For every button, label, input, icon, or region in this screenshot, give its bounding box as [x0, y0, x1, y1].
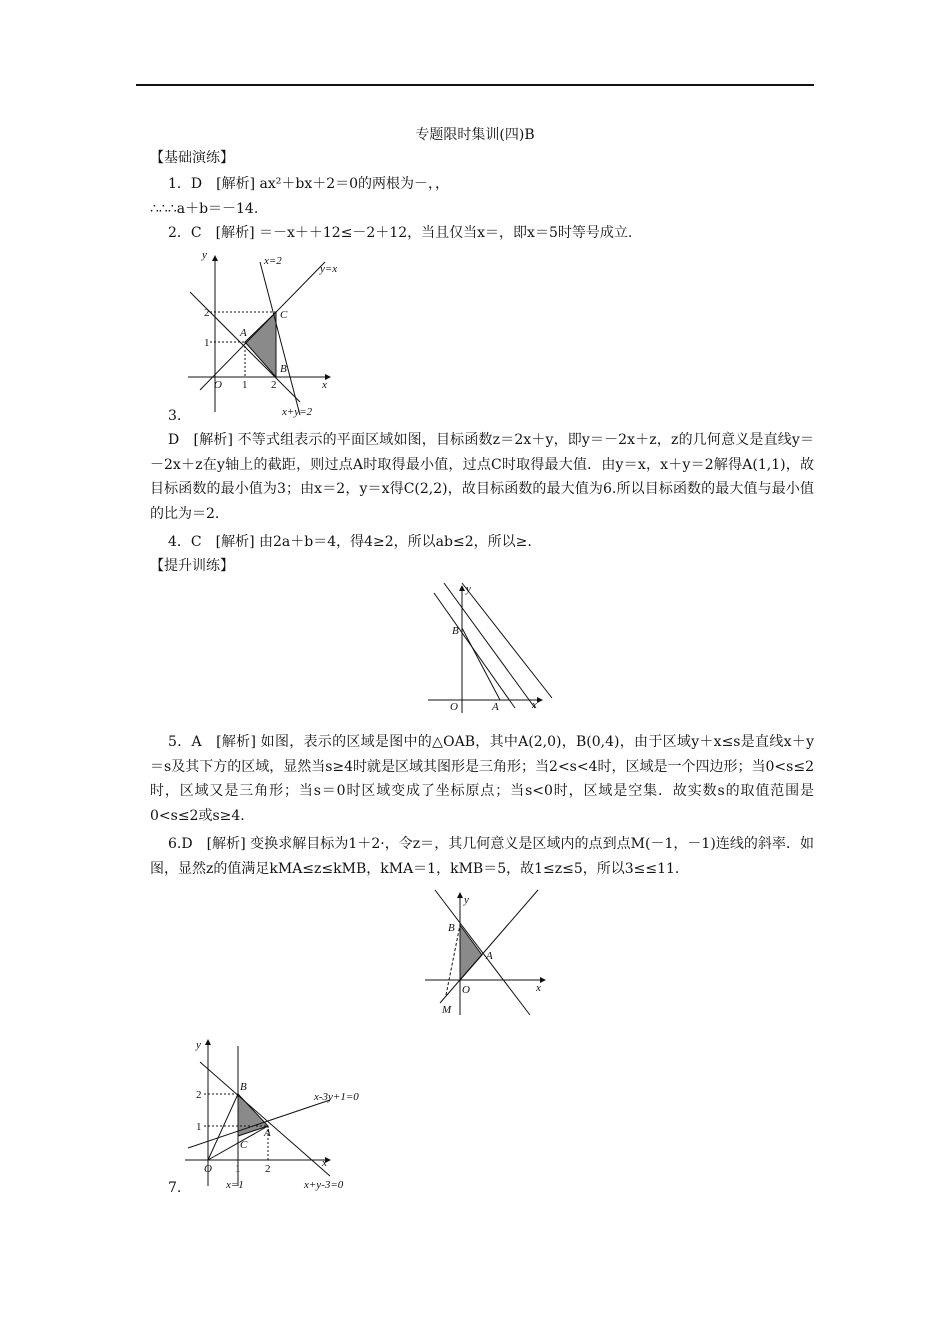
section-adv-heading: 【提升训练】 [150, 558, 234, 574]
label-o: O [450, 701, 458, 713]
q3-explanation [150, 428, 814, 526]
point-b: B [280, 363, 287, 375]
tick-y1: 1 [204, 337, 210, 349]
figure-q3 [180, 250, 350, 420]
figure-q5 [420, 578, 560, 718]
q6-text: 6.D [解析] 变换求解目标为1＋2·，令z＝，其几何意义是区域内的点到点M(－1，－1)连线的斜率．如图，显然z的值满足kMA≤z≤kMB，kMA＝1，kMB＝5，故1≤z≤5，所以3≤≤11. [150, 836, 814, 877]
point-b: B [452, 625, 459, 637]
q1-line1: 1．D [解析] ax²＋bx＋2＝0的两根为－，， [168, 176, 450, 192]
eq2: x=1 [226, 1179, 244, 1191]
line-y-eq-x [200, 262, 325, 390]
label-x: x [322, 1157, 327, 1169]
q6-explanation [150, 832, 814, 881]
shaded-region [245, 312, 276, 377]
q2-line: 2．C [解析] ＝－x＋＋12≤－2＋12，当且仅当x＝，即x＝5时等号成立. [168, 225, 633, 241]
tick-y1: 1 [196, 1121, 202, 1133]
line-mb [446, 925, 460, 995]
line-x-3y-1 [188, 1100, 330, 1148]
eq1: x-3y+1=0 [314, 1091, 359, 1103]
q3-text: D [解析] 不等式组表示的平面区域如图，目标函数z＝2x＋y，即y＝－2x＋z，z的几何意义是直线y＝－2x＋z在y轴上的截距，则过点A时取得最小值，过点C时取得最大值．由y＝x，x＋y＝2解得A(1,1)，故目标函数的最小值为3；由x＝2，y＝x得C(2,2)，故目标函数的最大值为6.所以目标函数的最大值与最小值的比为＝2. [150, 432, 814, 522]
eq-x2: x=2 [264, 255, 282, 267]
label-o: O [214, 379, 222, 391]
header-rule [136, 84, 814, 86]
q5-text: 5．A [解析] 如图，表示的区域是图中的△OAB，其中A(2,0)，B(0,4)，由于区域y＋x≤s是直线x＋y＝s及其下方的区域，显然当s≥4时就是区域其图形是三角形；当2<s<4时，区域是一个四边形；当0<s≤2时，区域又是三角形；当s＝0时区域变成了坐标原点；当s<0时，区域是空集．故实数s的取值范围是0<s≤2或s≥4. [150, 734, 814, 824]
label-y: y [466, 583, 471, 595]
line-x-plus-y-3 [200, 1062, 330, 1176]
point-a: A [486, 950, 493, 962]
eq3: x+y-3=0 [304, 1179, 344, 1191]
line-ab [462, 628, 500, 700]
label-o: O [462, 984, 470, 996]
point-a: A [240, 327, 247, 339]
label-x: x [322, 379, 327, 391]
label-y: y [464, 894, 469, 906]
eq-xy2: x+y=2 [282, 406, 313, 418]
tick-x1: 1 [235, 1163, 241, 1175]
label-o: O [204, 1163, 212, 1175]
point-a: A [492, 701, 499, 713]
line-s2 [444, 583, 535, 708]
figure-q7 [180, 1036, 370, 1196]
point-b: B [240, 1081, 247, 1093]
figure-q6 [420, 885, 560, 1020]
point-c: C [240, 1139, 248, 1151]
tick-y2: 2 [196, 1089, 202, 1101]
section-basic-heading: 【基础演练】 [150, 150, 234, 166]
shaded-region [460, 925, 482, 980]
label-x: x [536, 982, 541, 994]
label-y: y [196, 1039, 201, 1051]
point-a: A [264, 1127, 271, 1139]
point-m: M [442, 1004, 452, 1016]
line-boundary [435, 890, 530, 1015]
tick-y2: 2 [204, 307, 210, 319]
line-diagonal [440, 890, 538, 1003]
q3-number: 3. [168, 408, 182, 424]
label-y: y [202, 250, 207, 261]
eq-yx: y=x [320, 263, 338, 275]
tick-x2: 2 [265, 1163, 271, 1175]
q7-number: 7. [168, 1180, 182, 1196]
point-b: B [448, 922, 455, 934]
q1-line2: ∴∴∴a＋b＝－14. [150, 201, 259, 217]
line-s3 [462, 583, 552, 698]
q5-explanation [150, 730, 814, 828]
q4-line: 4．C [解析] 由2a＋b＝4，得4≥2，所以ab≤2，所以≥. [168, 534, 532, 550]
line-s1 [434, 593, 515, 708]
page-title: 专题限时集训(四)B [415, 127, 535, 143]
label-x: x [532, 699, 537, 711]
line-ob [208, 1094, 238, 1160]
tick-x1: 1 [242, 379, 248, 391]
point-c: C [280, 309, 288, 321]
tick-x2: 2 [271, 379, 277, 391]
